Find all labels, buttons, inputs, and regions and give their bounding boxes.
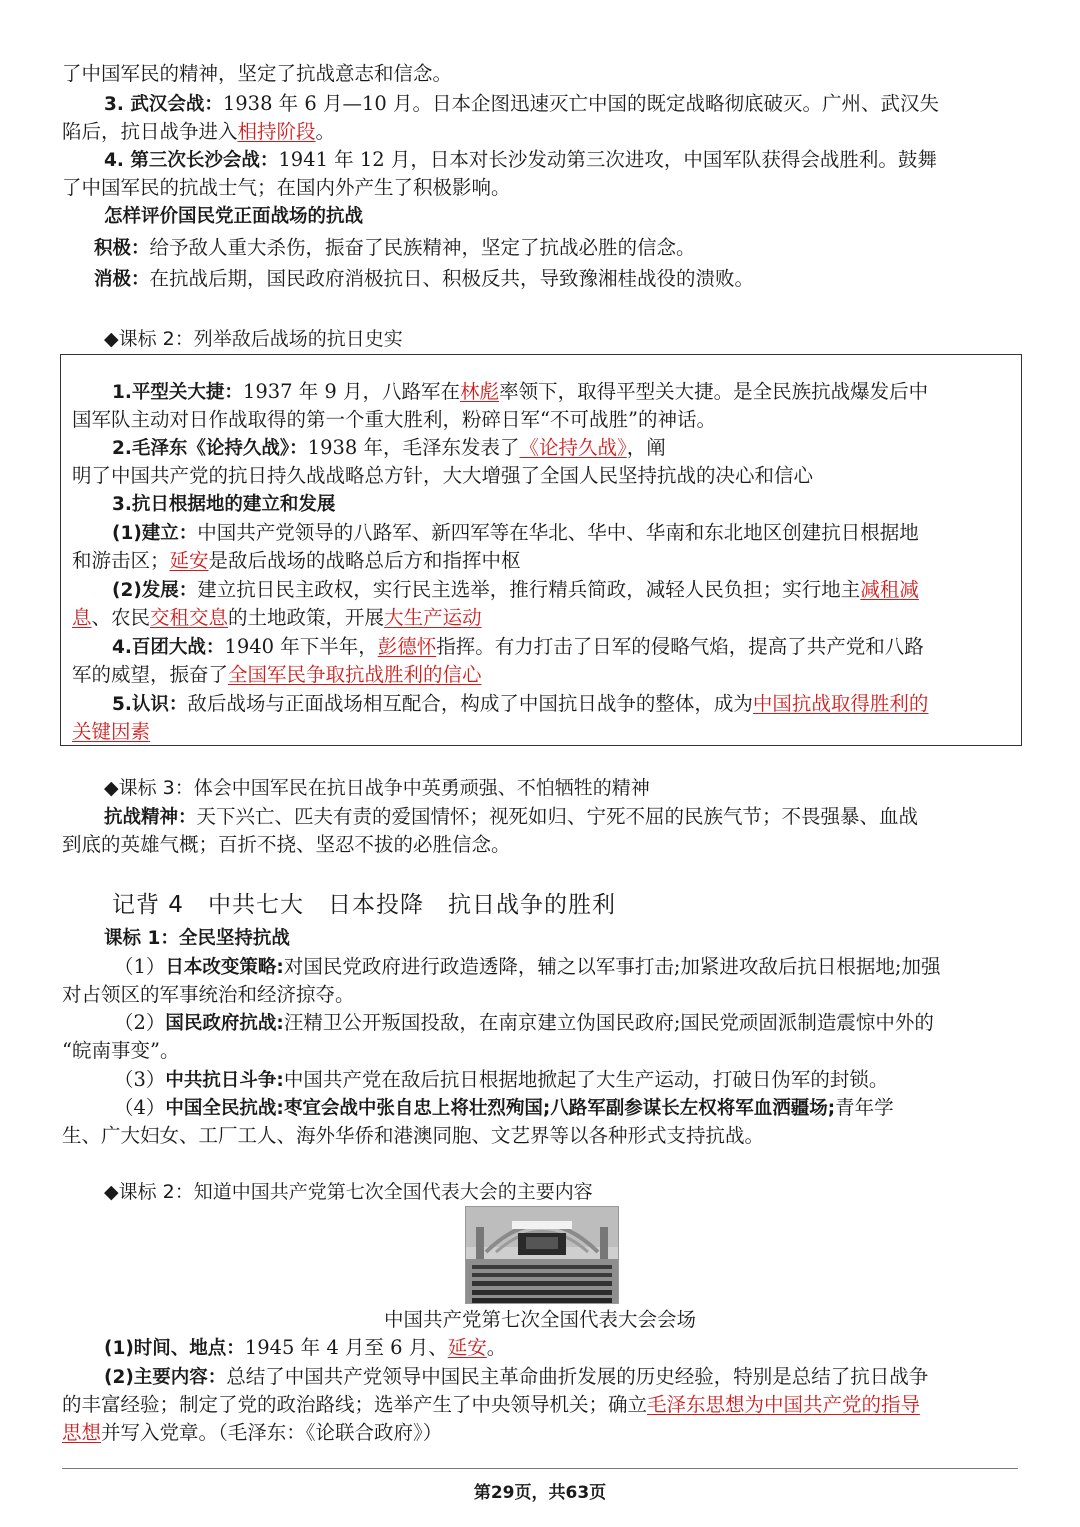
- protracted-war-line: 2.毛泽东《论持久战》：1938 年，毛泽东发表了《论持久战》，阐: [112, 436, 666, 459]
- section-heading: ◆课标 2：列举敌后战场的抗日史实: [104, 328, 403, 350]
- page-number: 第29页，共63页: [473, 1483, 607, 1503]
- text-line: 的丰富经验；制定了党的政治路线；选举产生了中央领导机关；确立毛泽东思想为中国共产党的指导: [62, 1393, 921, 1416]
- highlight-term: 大生产运动: [384, 606, 482, 629]
- list-item: （3）中共抗日斗争:中国共产党在敌后抗日根据地掀起了大生产运动，打破日伪军的封锁。: [114, 1068, 889, 1091]
- text-line: 和游击区；延安是敌后战场的战略总后方和指挥中枢: [72, 549, 521, 572]
- text-line: [72, 718, 1012, 746]
- congress-hall-photo: [465, 1206, 619, 1304]
- highlight-term: 思想: [62, 1421, 102, 1444]
- highlight-term: 相持阶段: [237, 120, 316, 143]
- evaluation-heading: 怎样评价国民党正面战场的抗战: [104, 206, 364, 227]
- text-line: 陷后，抗日战争进入相持阶段。: [62, 120, 336, 143]
- highlight-term: 彭德怀: [377, 635, 437, 658]
- wuhan-battle-line: 3. 武汉会战：1938 年 6 月—10 月。日本企图迅速灭亡中国的既定战略彻底破灭。广州、武汉失: [104, 92, 939, 115]
- content-line: (2)主要内容：总结了中国共产党领导中国民主革命曲折发展的历史经验，特别是总结了抗日战争: [104, 1365, 929, 1388]
- photo-caption: 中国共产党第七次全国代表大会会场: [383, 1308, 696, 1331]
- text-line: 思想并写入党章。（毛泽东：《论联合政府》）: [62, 1421, 443, 1444]
- establish-line: (1)建立：中国共产党领导的八路军、新四军等在华北、华中、华南和东北地区创建抗日根据地: [112, 521, 919, 544]
- highlight-term: 延安: [447, 1336, 487, 1359]
- text-line: 对占领区的军事统治和经济掠夺。: [62, 983, 355, 1006]
- spirit-line: 抗战精神：天下兴亡、匹夫有责的爱国情怀；视死如归、宁死不屈的民族气节；不畏强暴、血战: [104, 805, 919, 828]
- text-line: 明了中国共产党的抗日持久战战略总方针，大大增强了全国人民坚持抗战的决心和信心: [72, 464, 814, 487]
- highlight-term: 毛泽东思想为中国共产党的指导: [647, 1393, 921, 1416]
- highlight-term: 关键因素: [72, 720, 151, 743]
- base-areas-heading: 3.抗日根据地的建立和发展: [112, 494, 336, 515]
- highlight-term: 中国抗战取得胜利的: [752, 692, 929, 715]
- highlight-term: 息: [72, 606, 92, 629]
- pingxingguan-line: 1.平型关大捷：1937 年 9 月，八路军在林彪率领下，取得平型关大捷。是全民族抗战爆发后中: [112, 380, 929, 403]
- list-item: （1）日本改变策略:对国民党政府进行政造透降，辅之以军事打击;加紧进攻敌后抗日根据地;加强: [114, 955, 941, 978]
- recognition-line: 5.认识：敌后战场与正面战场相互配合，构成了中国抗日战争的整体，成为中国抗战取得胜利的: [112, 692, 929, 715]
- text-line: 了中国军民的精神，坚定了抗战意志和信念。: [62, 62, 453, 85]
- development-line: (2)发展：建立抗日民主政权，实行民主选举，推行精兵简政，减轻人民负担；实行地主减租减: [112, 578, 919, 601]
- highlight-term: 延安: [169, 549, 209, 572]
- subsection-heading: 课标 1：全民坚持抗战: [104, 928, 290, 949]
- highlight-term: 减租减: [860, 578, 919, 601]
- text-line: 国军队主动对日作战取得的第一个重大胜利，粉碎日军“不可战胜”的神话。: [72, 408, 716, 431]
- chapter-title: 记背 4 中共七大 日本投降 抗日战争的胜利: [112, 892, 616, 918]
- highlight-term: 交租交息: [150, 606, 229, 629]
- hundred-regiments-line: 4.百团大战：1940 年下半年，彭德怀指挥。有力打击了日军的侵略气焰，提高了共产党和八路: [112, 635, 924, 658]
- text-line: 息、农民交租交息的土地政策，开展大生产运动: [72, 606, 482, 629]
- time-place-line: (1)时间、地点：1945 年 4 月至 6 月、延安。: [104, 1336, 507, 1359]
- section-heading: ◆课标 2：知道中国共产党第七次全国代表大会的主要内容: [104, 1181, 593, 1203]
- changsha-battle-line: 4. 第三次长沙会战：1941 年 12 月，日本对长沙发动第三次进攻，中国军队获得会战胜利。鼓舞: [104, 148, 937, 171]
- list-item: （4）中国全民抗战:枣宜会战中张自忠上将壮烈殉国;八路军副参谋长左权将军血洒疆场;青年学: [114, 1096, 894, 1119]
- highlight-term: 林彪: [460, 380, 500, 403]
- text-line: 了中国军民的抗战士气；在国内外产生了积极影响。: [62, 176, 511, 199]
- text-line: 到底的英雄气概；百折不挠、坚忍不拔的必胜信念。: [62, 833, 511, 856]
- highlight-term: 全国军民争取抗战胜利的信心: [228, 663, 482, 686]
- text-line: 军的威望，振奋了全国军民争取抗战胜利的信心: [72, 663, 482, 686]
- text-line: 生、广大妇女、工厂工人、海外华侨和港澳同胞、文艺界等以各种形式支持抗战。: [62, 1124, 765, 1147]
- highlight-term: 《论持久战》: [519, 436, 627, 459]
- negative-line: 消极：在抗战后期，国民政府消极抗日、积极反共，导致豫湘桂战役的溃败。: [94, 267, 755, 290]
- footer-divider: [62, 1468, 1018, 1469]
- list-item: （2）国民政府抗战:汪精卫公开叛国投敌，在南京建立伪国民政府;国民党顽固派制造震惊中外的: [114, 1011, 934, 1034]
- text-line: “皖南事变”。: [62, 1039, 180, 1062]
- section-heading: ◆课标 3：体会中国军民在抗日战争中英勇顽强、不怕牺牲的精神: [104, 777, 650, 799]
- positive-line: 积极：给予敌人重大杀伤，振奋了民族精神，坚定了抗战必胜的信念。: [94, 236, 696, 259]
